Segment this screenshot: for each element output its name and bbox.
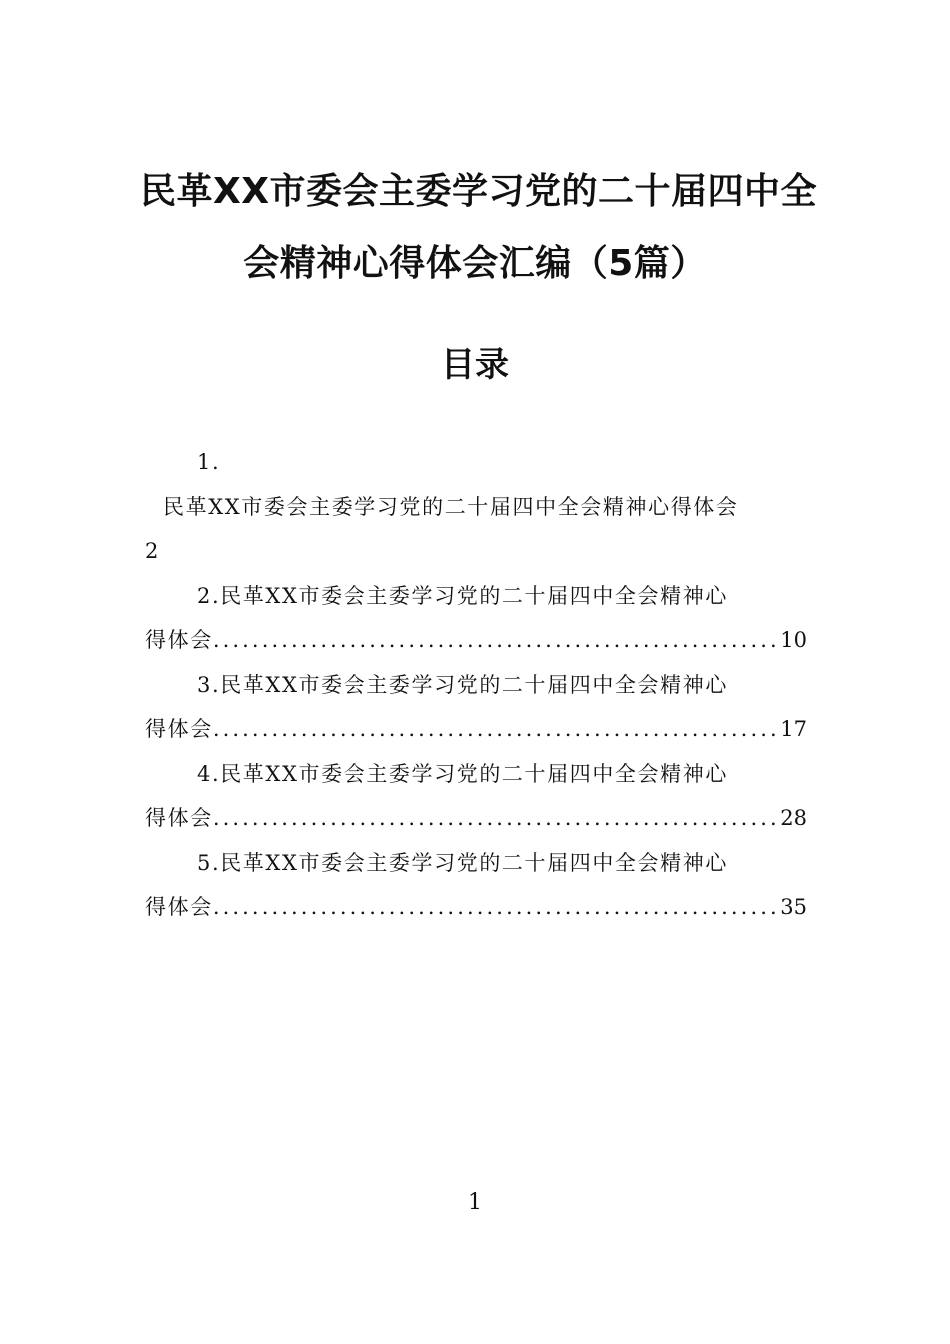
title-line-2: 会精神心得体会汇编（5篇） xyxy=(243,243,707,284)
toc-entry-text: 5.民革XX市委会主委学习党的二十届四中全会精神心 xyxy=(197,850,728,875)
toc-entry-leader-line xyxy=(145,618,807,663)
dot-leader xyxy=(213,707,778,752)
title-line-1: 民革XX市委会主委学习党的二十届四中全 xyxy=(140,171,818,212)
toc-entry-text-cont: 得体会 xyxy=(145,717,213,741)
toc-entry-text: 2.民革XX市委会主委学习党的二十届四中全会精神心 xyxy=(197,583,728,608)
toc-entry-text-cont: 得体会 xyxy=(145,895,213,919)
dot-leader xyxy=(213,885,778,930)
toc-entry-number: 1. xyxy=(197,450,221,474)
toc-entry-3[interactable] xyxy=(145,663,807,752)
toc-heading: 目录 xyxy=(441,345,509,385)
toc-entry-page: 17 xyxy=(780,717,807,741)
toc-entry-leader-line xyxy=(145,885,807,930)
page-number: 1 xyxy=(468,1190,482,1215)
toc-entry-text-cont: 得体会 xyxy=(145,806,213,830)
toc-entry-1[interactable] xyxy=(145,440,807,574)
toc-entry-leader-line xyxy=(145,796,807,841)
toc-entry-2[interactable] xyxy=(145,574,807,663)
toc-entry-page: 2 xyxy=(145,539,160,563)
toc-entry-text-cont: 得体会 xyxy=(145,628,213,652)
toc-entry-leader-line xyxy=(145,707,807,752)
table-of-contents xyxy=(145,440,807,930)
toc-entry-page: 35 xyxy=(780,895,807,919)
dot-leader xyxy=(213,796,778,841)
toc-entry-page: 28 xyxy=(780,806,807,830)
toc-entry-4[interactable] xyxy=(145,752,807,841)
toc-entry-5[interactable] xyxy=(145,841,807,930)
toc-entry-text: 3.民革XX市委会主委学习党的二十届四中全会精神心 xyxy=(197,672,728,697)
document-title xyxy=(140,156,818,300)
toc-entry-text: 民革XX市委会主委学习党的二十届四中全会精神心得体会 xyxy=(163,494,739,519)
toc-entry-text: 4.民革XX市委会主委学习党的二十届四中全会精神心 xyxy=(197,761,728,786)
dot-leader xyxy=(213,618,778,663)
toc-entry-page: 10 xyxy=(780,628,807,652)
